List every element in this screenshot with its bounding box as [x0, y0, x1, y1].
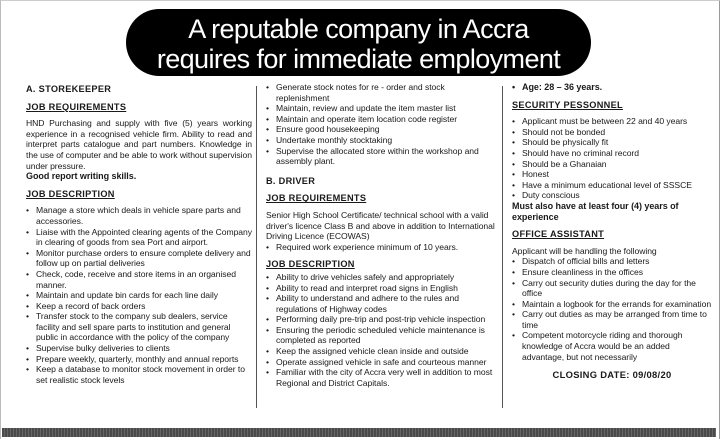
column-security-office — [512, 82, 712, 381]
list-item: • Maintain and operate item location code register — [266, 113, 458, 124]
bullet-icon: • — [266, 113, 269, 124]
list-item: • Keep the assigned vehicle clean inside and outside — [266, 346, 469, 357]
column-divider-1 — [256, 86, 257, 408]
driver-requirements-heading: JOB REQUIREMENTS — [266, 193, 367, 204]
list-item: • Generate stock notes for re - order and stock replenishment — [266, 82, 445, 103]
bullet-icon: • — [512, 256, 515, 267]
list-item: • Transfer stock to the company sub dealers, service facility and sell spare parts to institution and general public in accordance with the policy of the company — [26, 311, 231, 343]
list-item: • Honest — [512, 169, 549, 180]
bullet-icon: • — [26, 311, 29, 322]
bullet-icon: • — [512, 309, 515, 320]
storekeeper-requirements-bold: Good report writing skills. — [26, 171, 137, 182]
driver-requirements-text: Senior High School Certificate/ technical school with a valid driver's licence Class B and above in addition to International Driving Licence (ECOWAS) — [266, 209, 495, 242]
security-experience-note: Must also have at least four (4) years of experience — [512, 200, 679, 222]
bullet-icon: • — [26, 290, 29, 301]
office-assistant-intro: Applicant will be handling the following — [512, 245, 657, 256]
storekeeper-requirements-heading: JOB REQUIREMENTS — [26, 101, 127, 112]
bullet-icon: • — [512, 298, 515, 309]
headline-banner — [126, 9, 591, 76]
list-item: • Maintain a logbook for the errands for examination — [512, 298, 712, 309]
security-title: SECURITY PESSONNEL — [512, 99, 623, 110]
bullet-icon: • — [512, 147, 515, 158]
bullet-icon: • — [266, 367, 269, 378]
driver-age: • Age: 28 – 36 years. — [512, 82, 603, 92]
list-item: • Supervise the allocated store within the workshop and assembly plant. — [266, 145, 479, 167]
bullet-icon: • — [26, 364, 29, 375]
list-item: • Supervise bulky deliveries to clients — [26, 343, 170, 354]
list-item: • Check, code, receive and store items in an organised manner. — [26, 268, 236, 290]
bullet-icon: • — [266, 282, 269, 293]
driver-requirements-list — [266, 242, 496, 253]
storekeeper-duties-continued-list — [266, 82, 496, 167]
bullet-icon: • — [512, 169, 515, 180]
bullet-icon: • — [266, 271, 269, 282]
list-item: • Prepare weekly, quarterly, monthly and annual reports — [26, 353, 239, 364]
bullet-icon: • — [512, 330, 515, 341]
bullet-icon: • — [26, 343, 29, 354]
driver-description-heading: JOB DESCRIPTION — [266, 259, 355, 270]
bullet-icon: • — [266, 346, 269, 357]
list-item: • Undertake monthly stocktaking — [266, 134, 393, 145]
list-item: • Should have no criminal record — [512, 147, 639, 158]
list-item: • Applicant must be between 22 and 40 years — [512, 116, 688, 127]
bullet-icon: • — [512, 126, 515, 137]
bullet-icon: • — [266, 356, 269, 367]
list-item: • Ensuring the periodic scheduled vehicle maintenance is completed as reported — [266, 324, 485, 346]
bullet-icon: • — [266, 324, 269, 335]
office-assistant-duties-list — [512, 256, 712, 362]
bullet-icon: • — [512, 277, 515, 288]
driver-duties-list — [266, 272, 496, 389]
list-item: • Dispatch of official bills and letters — [512, 256, 650, 267]
bullet-icon: • — [266, 314, 269, 325]
list-item: • Required work experience minimum of 10 years. — [266, 241, 459, 252]
list-item: • Operate assigned vehicle in safe and courteous manner — [266, 356, 487, 367]
column-storekeeper — [26, 82, 252, 385]
list-item: • Maintain, review and update the item master list — [266, 103, 456, 114]
bullet-icon: • — [512, 266, 515, 277]
list-item: • Should not be bonded — [512, 126, 606, 137]
headline-line-2: requires for immediate employment — [156, 44, 561, 74]
driver-age-list — [512, 82, 712, 93]
storekeeper-duties-list — [26, 205, 252, 385]
list-item: • Should be physically fit — [512, 137, 609, 148]
bullet-icon: • — [512, 116, 515, 127]
bullet-icon: • — [266, 82, 269, 92]
bullet-icon: • — [266, 241, 269, 252]
bullet-icon: • — [512, 190, 515, 201]
bullet-icon: • — [26, 205, 29, 216]
bullet-icon: • — [26, 268, 29, 279]
closing-date: CLOSING DATE: 09/08/20 — [552, 369, 672, 381]
bullet-icon: • — [26, 300, 29, 311]
bullet-icon: • — [266, 145, 269, 156]
headline-line-1: A reputable company in Accra — [188, 14, 529, 44]
bullet-icon: • — [26, 247, 29, 258]
bullet-icon: • — [266, 124, 269, 135]
bullet-icon: • — [512, 82, 516, 92]
storekeeper-requirements-text: HND Purchasing and supply with five (5) years working experience in a recognised vehicle firm. Ability to read and interpret parts catalogue and part numbers. Knowledge in the use of computer and be able to work without supervision under pressure. — [26, 118, 252, 171]
list-item: • Have a minimum educational level of SSSCE — [512, 179, 692, 190]
list-item: • Ensure cleanliness in the offices — [512, 266, 643, 277]
office-assistant-title: OFFICE ASSISTANT — [512, 229, 605, 240]
bullet-icon: • — [266, 134, 269, 145]
list-item: • Carry out duties as may be arranged from time to time — [512, 309, 707, 330]
list-item: • Duty conscious — [512, 190, 580, 201]
list-item: • Monitor purchase orders to ensure complete delivery and follow up on partial deliveries — [26, 247, 251, 269]
storekeeper-description-heading: JOB DESCRIPTION — [26, 188, 115, 199]
column-divider-2 — [502, 86, 503, 408]
security-requirements-list — [512, 116, 712, 201]
list-item: • Maintain and update bin cards for each line daily — [26, 290, 218, 301]
bullet-icon: • — [512, 158, 515, 169]
list-item: • Performing daily pre-trip and post-trip vehicle inspection — [266, 314, 486, 325]
list-item: • Manage a store which deals in vehicle spare parts and accessories. — [26, 205, 241, 226]
bullet-icon: • — [512, 179, 515, 190]
list-item: • Ability to understand and adhere to the rules and regulations of Highway codes — [266, 293, 459, 314]
column-driver — [266, 82, 496, 388]
list-item: • Ensure good housekeeping — [266, 124, 380, 135]
list-item: • Liaise with the Appointed clearing agents of the Company in clearing of goods from sea Port and airport. — [26, 226, 253, 248]
bullet-icon: • — [26, 353, 29, 364]
bullet-icon: • — [512, 137, 515, 148]
bullet-icon: • — [266, 293, 269, 304]
list-item: • Familiar with the city of Accra very well in addition to most Regional and District Capitals. — [266, 367, 493, 388]
list-item: • Competent motorcycle riding and thorough knowledge of Accra would be an added advantage, but not necessarily — [512, 330, 683, 362]
driver-title: B. DRIVER — [266, 175, 316, 186]
bullet-icon: • — [26, 226, 29, 237]
list-item: • Should be a Ghanaian — [512, 158, 607, 169]
list-item: • Keep a record of back orders — [26, 300, 146, 311]
bottom-bar — [2, 428, 716, 437]
bullet-icon: • — [266, 103, 269, 114]
storekeeper-title: A. STOREKEEPER — [26, 84, 112, 94]
list-item: • Carry out security duties during the day for the office — [512, 277, 696, 299]
list-item: • Ability to read and interpret road signs in English — [266, 282, 458, 293]
list-item: • Keep a database to monitor stock movement in order to set realistic stock levels — [26, 364, 245, 385]
list-item: • Ability to drive vehicles safely and appropriately — [266, 271, 455, 282]
